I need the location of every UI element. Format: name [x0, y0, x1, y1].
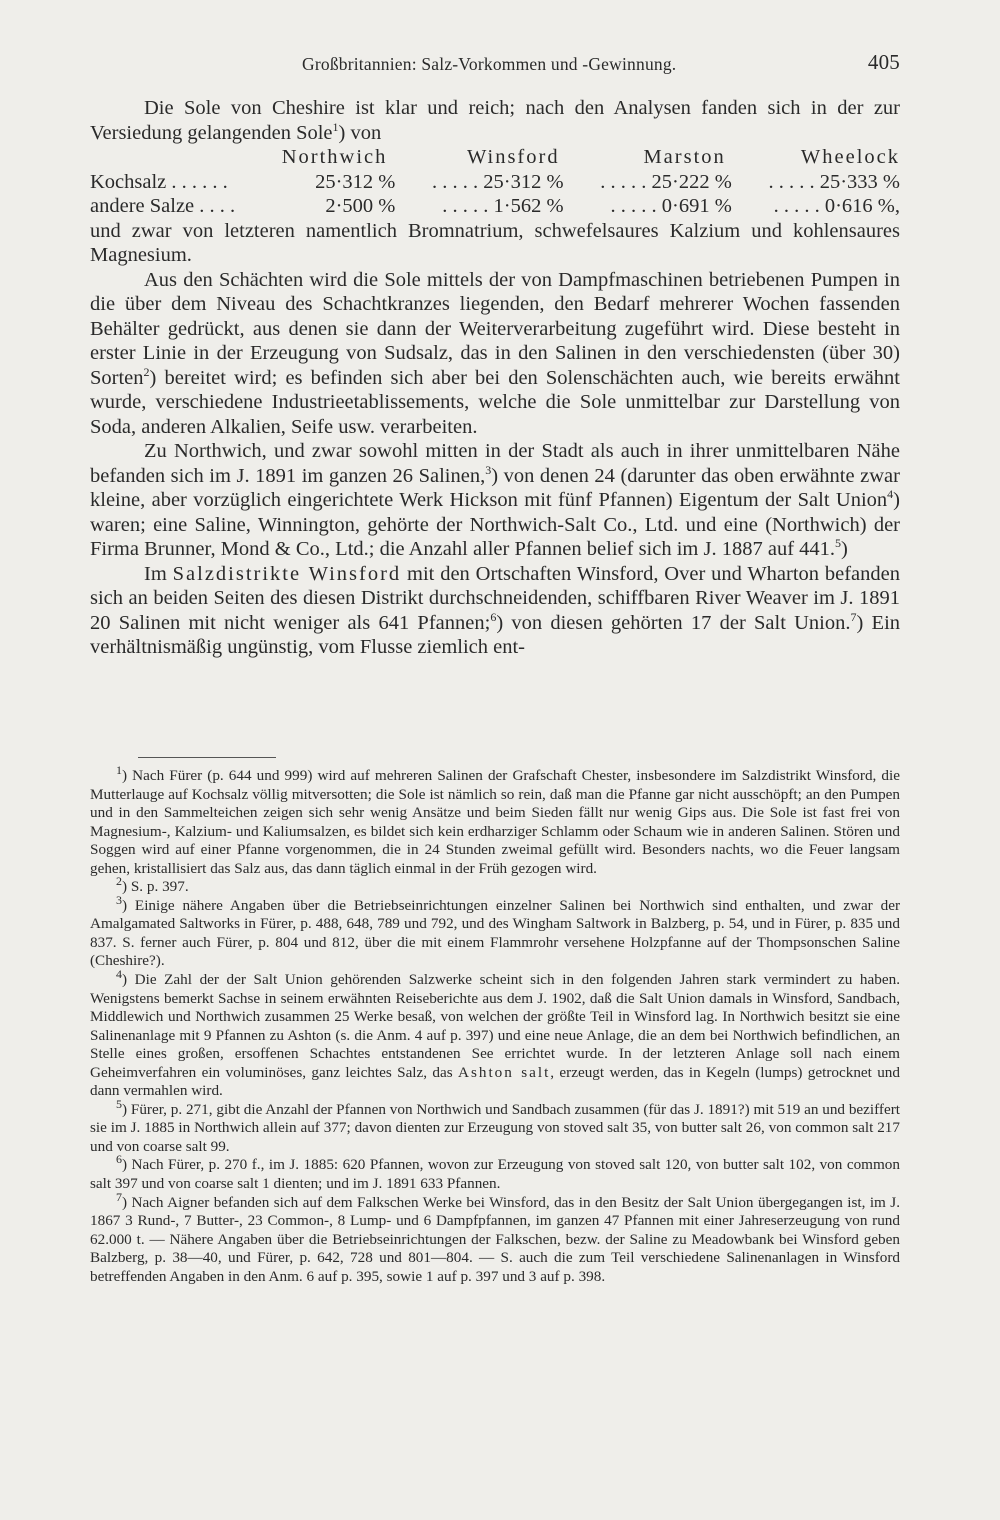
- footnote-ref: 7: [850, 609, 857, 624]
- paragraph-text: ) Ein verhältnismäßig ungünstig, vom Flusse ziemlich ent-: [90, 611, 901, 658]
- footnote-ref: 6: [490, 609, 497, 624]
- paragraph-1: und zwar von letzteren namentlich Bromnatrium, schwefelsaures Kalzium und kohlensaures Magnesium.: [90, 219, 900, 266]
- paragraph-text: Aus den Schächten wird die Sole mittels der von Dampfmaschinen betriebenen Pumpen in die über dem Niveau des Schachtkranzes liegenden, den Bedarf mehrerer Wochen fassenden Behälter gedrückt, aus denen sie dann der Weiterverarbeitung zugeführt wird. Diese besteht in erster Linie in der Erzeugung von Sudsalz, das in den Salinen in den verschiedensten (über 30) Sorten: [90, 268, 900, 389]
- footnote-number: 7: [116, 1189, 122, 1204]
- footnote-5: [90, 1096, 900, 1157]
- footnote-text: ) S. p. 397.: [122, 878, 189, 896]
- paragraph-2: [90, 268, 900, 440]
- page-number: 405: [867, 50, 900, 74]
- footnote-4: [90, 966, 900, 1101]
- footnote-text: ) Nach Fürer, p. 270 f., im J. 1885: 620 Pfannen, wovon zur Erzeugung von stoved salt 120, von butter salt 102, von common salt 397 und von coarse salt 1 dienten; und im J. 1891 633 Pfannen.: [90, 1156, 900, 1193]
- row-label: andere Salze . . . .: [90, 195, 236, 217]
- table-row: [90, 194, 900, 219]
- footnotes: [90, 762, 900, 1286]
- paragraph-text: ) von denen 24 (darunter das oben erwähnte zwar kleine, aber vorzüglich eingerichtete Werk Hickson mit fünf Pfannen) Eigentum der Salt Union: [90, 464, 900, 511]
- table-corner: [90, 145, 250, 170]
- footnote-text: ) Fürer, p. 271, gibt die Anzahl der Pfannen von Northwich und Sandbach zusammen (für das J. 1891?) mit 519 an und beziffert sie im J. 1885 in Northwich allein auf 377; davon dienten zur Erzeugung von stoved salt 35, von butter salt 26, von common salt 217 und von coarse salt 99.: [90, 1100, 900, 1155]
- footnote-ref: 5: [835, 536, 842, 551]
- footnote-number: 6: [116, 1152, 122, 1167]
- footnote-number: 3: [116, 892, 122, 907]
- table-header-row: [90, 145, 900, 170]
- table-cell: . . . . . 25·333 %: [768, 170, 900, 193]
- footnote-ref: 2: [143, 364, 150, 379]
- paragraph-text: ): [841, 538, 848, 560]
- footnote-text: ) Einige nähere Angaben über die Betriebseinrichtungen einzelner Salinen bei Northwich sind enthalten, und zwar der Amalgamated Saltworks in Fürer, p. 488, 648, 789 und 792, und des Wingham Saltwork in Balzberg, p. 54, und in Fürer, p. 835 und 837. S. ferner auch Fürer, p. 804 und 812, über die mit einem Flammrohr versehene Holzpfanne auf der Thompsonschen Saline (Cheshire?).: [90, 896, 900, 970]
- row-label: Kochsalz . . . . . .: [90, 170, 228, 193]
- main-text: [90, 96, 900, 660]
- footnote-number: 2: [116, 874, 122, 889]
- footnote-1: [90, 762, 900, 878]
- intro-paragraph: [90, 96, 900, 145]
- column-header: Northwich: [281, 146, 388, 168]
- paragraph-4: [90, 562, 900, 660]
- running-header: [90, 50, 900, 76]
- footnote-number: 4: [116, 966, 122, 981]
- footnote-text: ) Nach Aigner befanden sich auf dem Falkschen Werke bei Winsford, das in den Besitz der Salt Union übergegangen ist, im J. 1867 3 Rund-, 7 Butter-, 23 Common-, 8 Lump- und 6 Dampfpfannen, im ganzen 47 Pfannen mit einer Jahreserzeugung von rund 62.000 t. — Nähere Angaben über die Betriebseinrichtungen der Falkschen, bezw. der Saline zu Meadowbank bei Winsford geben Balzberg, p. 38—40, und Fürer, p. 642, 728 und 801—804. — S. auch die zum Teil verschiedene Salinenanlagen in Winsford betreffenden Angaben in den Anm. 6 auf p. 395, sowie 1 auf p. 397 und 3 auf p. 398.: [90, 1193, 900, 1285]
- footnote-ref: 1: [332, 119, 339, 134]
- footnote-text: , erzeugt werden, das in Kegeln (lumps) getrocknet und dann vermahlen wird.: [90, 1063, 900, 1100]
- column-header: Winsford: [466, 146, 560, 168]
- footnote-7: [90, 1189, 900, 1287]
- paragraph-text: Im: [144, 562, 173, 585]
- paragraph-text: ) bereitet wird; es befinden sich aber bei den Solenschächten auch, wie bereits erwähnt wurde, verschiedene Industrieetablissements, welche die Sole unmittelbar zur Darstellung von Soda, anderen Alkalien, Seife usw. verarbeiten.: [90, 366, 900, 438]
- footnote-text: ) Die Zahl der der Salt Union gehörenden Salzwerke scheint sich in den folgenden Jahren stark vermindert zu haben. Wenigstens bemerkt Sachse in seinem erwähnten Reiseberichte aus dem J. 1902, daß die Salt Union damals in Winsford, Sandbach, Middlewich und Northwich zusammen 25 Werke besaß, von welchen der größte Teil in Winsford lag. In Northwich besitzt sie eine Salinenanlage mit 9 Pfannen zu Ashton (s. die Anm. 4 auf p. 397) und eine neue Anlage, die an dem bei Northwich befindlichen, an Stelle eines großen, ersoffenen Schachtes entstandenen See errichtet wurde. In der letzteren Anlage soll nach einem Geheimverfahren ein voluminöses, ganz leichtes Salz, das: [90, 971, 900, 1081]
- paragraph-text: mit den Ortschaften Winsford, Over und Wharton befanden sich an beiden Seiten des diesen Distrikt durchschneidenden, schiffbaren River Weaver im J. 1891 20 Salinen mit nicht weniger als 641 Pfannen;: [90, 562, 901, 634]
- footnote-2: [90, 874, 900, 897]
- table-cell: . . . . . 25·312 %: [432, 170, 564, 193]
- table-cell: 25·312 %: [315, 170, 396, 193]
- spaced-term: Salzdistrikte Winsford: [172, 562, 402, 585]
- intro-end: ) von: [338, 121, 382, 144]
- footnote-ref: 3: [485, 462, 492, 477]
- column-header: Marston: [643, 146, 726, 168]
- table-cell: . . . . . 25·222 %: [600, 170, 732, 193]
- table-row: [90, 170, 900, 195]
- footnote-ref: 4: [887, 487, 894, 502]
- intro-text: Die Sole von Cheshire ist klar und reich; nach den Analysen fanden sich in der zur Versiedung gelangenden Sole: [90, 97, 900, 144]
- brine-analysis-table: [90, 145, 900, 219]
- paragraph-text: ) waren; eine Saline, Winnington, gehörte der Northwich-Salt Co., Ltd. und eine (Northwich) der Firma Brunner, Mond & Co., Ltd.; die Anzahl aller Pfannen belief sich im J. 1887 auf 441.: [90, 489, 900, 560]
- paragraph-3: [90, 439, 900, 562]
- table-cell: . . . . . 1·562 %: [442, 195, 564, 217]
- table-cell: 2·500 %: [325, 195, 396, 217]
- footnote-text: ) Nach Fürer (p. 644 und 999) wird auf mehreren Salinen der Grafschaft Chester, insbesondere im Salzdistrikt Winsford, die Mutterlauge auf Kochsalz völlig mitversotten; die Sole ist nämlich so rein, daß man die Pfanne gar nicht ausschöpft; an den Pumpen und in den Sammelteichen zeigen sich sehr wenig Ansätze und beim Sieden fällt nur wenig Gips aus. Die Sole ist fast frei von Magnesium-, Kalzium- und Kaliumsalzen, es bildet sich kein erdharziger Schlamm oder Schaum wie in anderen Salinen. Stören und Soggen wird auf einer Pfanne vorgenommen, die in 24 Stunden zweimal gefüllt wird. Besonders nachts, wo die Feuer langsam gehen, kristallisiert das Salz aus, das dann täglich einmal in der Früh gezogen wird.: [90, 767, 900, 877]
- paragraph-text: ) von diesen gehörten 17 der Salt Union.: [496, 611, 851, 634]
- footnote-3: [90, 892, 900, 971]
- spaced-term: Ashton salt: [457, 1063, 551, 1081]
- footnote-number: 5: [116, 1096, 122, 1111]
- footnote-number: 1: [116, 762, 122, 777]
- footnote-6: [90, 1152, 900, 1193]
- footnote-separator: [138, 757, 276, 758]
- paragraph-text: Zu Northwich, und zwar sowohl mitten in der Stadt als auch in ihrer unmittelbaren Nähe befanden sich im J. 1891 im ganzen 26 Salinen,: [90, 440, 900, 487]
- running-title: Großbritannien: Salz-Vorkommen und -Gewinnung.: [302, 54, 677, 74]
- table-cell: . . . . . 0·616 %,: [773, 195, 900, 217]
- table-cell: . . . . . 0·691 %: [610, 195, 732, 217]
- column-header: Wheelock: [800, 146, 900, 168]
